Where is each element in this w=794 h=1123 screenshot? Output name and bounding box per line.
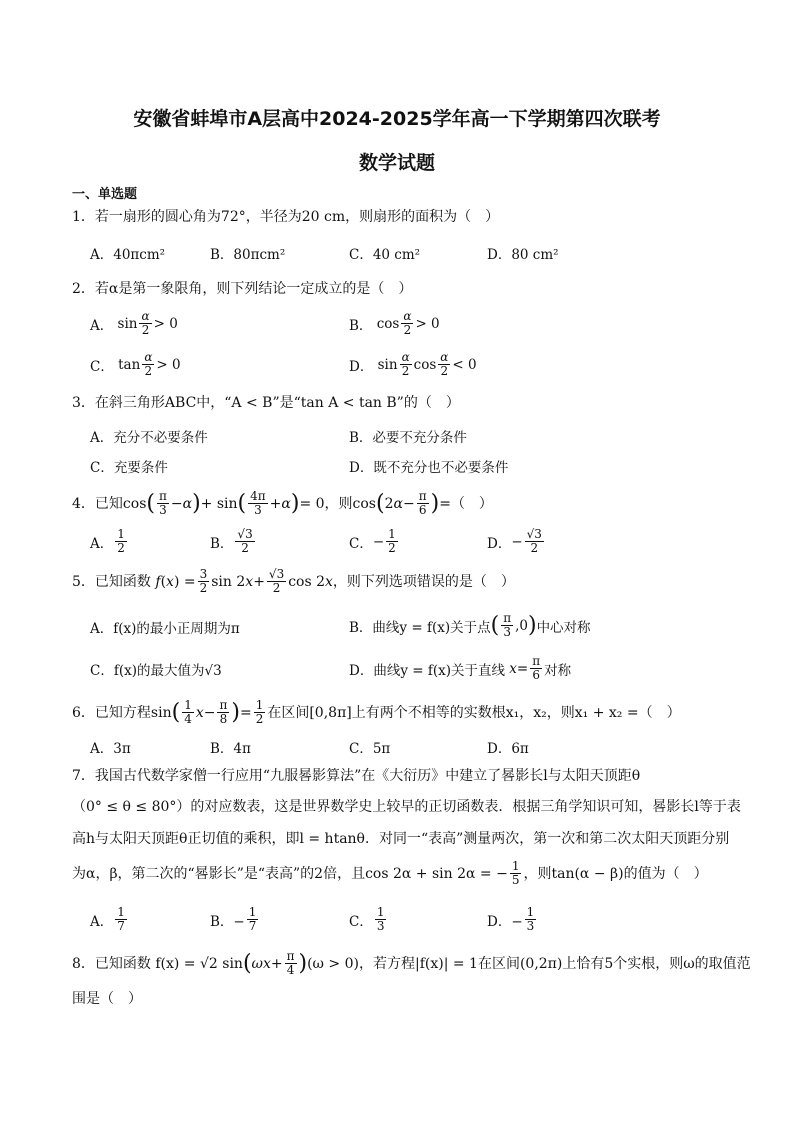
q4-option-d: D． − $\frac{√3}{2}$ [487, 527, 542, 555]
question-1: 1．若一扇形的圆心角为72°，半径为20 cm，则扇形的面积为（ ） [72, 209, 500, 225]
question-7-line-3: 高h与太阳天顶距θ正切值的乘积，即l = htanθ．对同一“表高”测量两次，第一次和第二次太阳天顶距分别 [72, 831, 730, 847]
q3-option-a: A．充分不必要条件 [90, 430, 208, 446]
q2-option-c: C． tan $\frac{\alpha}{2}$ > 0 [90, 350, 181, 378]
q5-option-c: C．f(x)的最大值为√3 [90, 663, 222, 679]
q1-option-c: C．40 cm² [349, 247, 421, 263]
q3-option-c: C．充要条件 [90, 460, 168, 476]
question-7-line-1: 7．我国古代数学家僧一行应用“九服晷影算法”在《大衍历》中建立了晷影长l与太阳天顶距θ [72, 768, 641, 784]
page-subtitle: 数学试题 [358, 152, 435, 174]
q6-option-b: B．4π [210, 741, 251, 757]
question-8-line-2: 围是（ ） [72, 991, 142, 1007]
question-2: 2．若α是第一象限角，则下列结论一定成立的是（ ） [72, 281, 413, 297]
q5-option-b: B．曲线y = f(x)关于点 ( $\frac{\pi}{3}$ ,0 ) 中心对称 [349, 611, 591, 639]
question-6: 6．已知方程 sin ( $\frac{1}{4}$ x − $\frac{\pi}{8}$ ) = $\frac{1}{2}$ 在区间[0,8π]上有两个不相等的实数根x₁，x₂，则x₁ + x₂ =（ ） [72, 698, 681, 726]
page-title: 安徽省蚌埠市A层高中2024-2025学年高一下学期第四次联考 [133, 108, 661, 130]
q1-option-a: A．40πcm² [90, 247, 166, 263]
q3-option-b: B．必要不充分条件 [349, 430, 467, 446]
q2-option-a: A． sin $\frac{\alpha}{2}$ > 0 [90, 309, 178, 337]
q2-option-d: D． sin $\frac{\alpha}{2}$ cos $\frac{\alpha}{2}$ < 0 [349, 350, 477, 378]
q4-option-b: B． $\frac{√3}{2}$ [210, 527, 253, 555]
q6-option-a: A．3π [90, 741, 131, 757]
q7-option-c: C． $\frac{1}{3}$ [349, 905, 385, 933]
q1-option-b: B．80πcm² [210, 247, 286, 263]
question-4: 4．已知 cos ( $\frac{\pi}{3}$ − α ) + sin ( $\frac{4\pi}{3}$ + α ) = 0，则cos ( 2 α − $\frac{\pi}{6}$ ) = （ ） [72, 489, 493, 517]
question-3: 3．在斜三角形ABC中，“A < B”是“tan A < tan B”的（ ） [72, 395, 460, 411]
q6-option-d: D．6π [487, 741, 529, 757]
question-8-line-1: 8．已知函数 f(x) = √2 sin ( ω x + $\frac{\pi}{4}$ ) (ω > 0)，若方程|f(x)| = 1在区间(0,2π)上恰有5个实根，则ω的取值范 [72, 949, 751, 977]
q4-option-c: C． − $\frac{1}{2}$ [349, 527, 396, 555]
q7-option-b: B．− $\frac{1}{7}$ [210, 905, 257, 933]
q3-option-d: D．既不充分也不必要条件 [349, 460, 509, 476]
q2-option-b: B． cos $\frac{\alpha}{2}$ > 0 [349, 309, 440, 337]
q5-option-d: D．曲线y = f(x)关于直线 x = $\frac{\pi}{6}$ 对称 [349, 654, 572, 682]
q4-option-a: A． $\frac{1}{2}$ [90, 527, 125, 555]
question-7-line-4: 为α，β，第二次的“晷影长”是“表高”的2倍，且cos 2α + sin 2α = − $\frac{1}{5}$ ，则tan(α − β)的值为（ ） [72, 859, 708, 887]
q7-option-a: A． $\frac{1}{7}$ [90, 905, 125, 933]
question-5: 5．已知函数 f ( x ) = $\frac{3}{2}$ sin 2 x + $\frac{√3}{2}$ cos 2 x ，则下列选项错误的是（ ） [72, 567, 515, 595]
q5-option-a: A．f(x)的最小正周期为π [90, 621, 240, 637]
question-7-line-2: （0° ≤ θ ≤ 80°）的对应数表，这是世界数学史上较早的正切函数表．根据三角学知识可知，晷影长l等于表 [72, 799, 741, 815]
section-heading: 一、单选题 [72, 187, 138, 202]
q7-option-d: D．− $\frac{1}{3}$ [487, 905, 535, 933]
q6-option-c: C．5π [349, 741, 391, 757]
q1-option-d: D．80 cm² [487, 247, 559, 263]
